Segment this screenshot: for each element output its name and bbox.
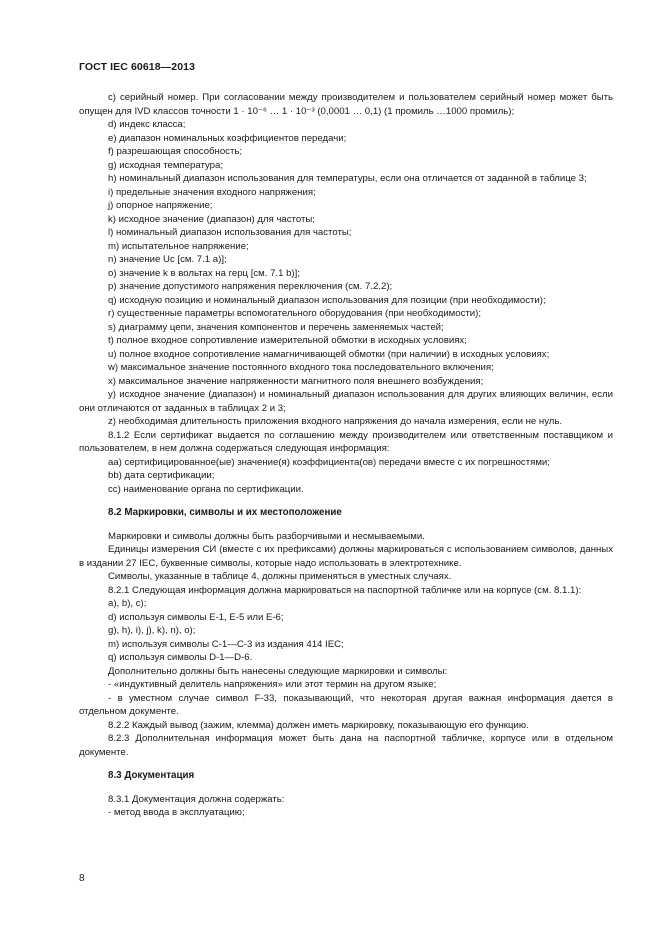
list-item: m) испытательное напряжение;: [108, 240, 249, 252]
list-item: d) используя символы E-1, E-5 или E-6;: [108, 611, 284, 623]
paragraph: 8.1.2 Если сертификат выдается по соглашению между производителем или ответственным поставщиком и пользователем, в нем должна содержаться следующая информация:: [79, 429, 613, 454]
paragraph: Символы, указанные в таблице 4, должны применяться в уместных случаях.: [108, 571, 452, 582]
list-item: a), b), c);: [108, 598, 147, 609]
list-item: - метод ввода в эксплуатацию;: [108, 807, 245, 818]
list-item: c) серийный номер. При согласовании между производителем и пользователем серийный номер может быть опущен для IVD классов точности 1 · 10⁻⁶ … 1 · 10⁻³ (0,0001 … 0,1) (1 промиль …1000 промиль);: [79, 92, 613, 117]
list-item: q) используя символы D-1—D-6.: [108, 652, 253, 663]
list-item: z) необходимая длительность приложения входного напряжения до начала измерения, если не нуль.: [108, 416, 563, 427]
paragraph: 8.2.3 Дополнительная информация может быть дана на паспортной табличке, корпусе или в отдельном документе.: [79, 733, 613, 758]
list-item: u) полное входное сопротивление намагничивающей обмотки (при наличии) в исходных условиях;: [108, 348, 550, 360]
section-heading: 8.3 Документация: [108, 770, 195, 781]
list-item: f) разрешающая способность;: [108, 146, 243, 157]
list-item: h) номинальный диапазон использования для температуры, если она отличается от заданной в таблице 3;: [108, 173, 587, 184]
list-item: g), h), i), j), k), n), o);: [108, 625, 196, 636]
paragraph: Единицы измерения СИ (вместе с их префиксами) должны маркироваться с использованием символов, данных в издании 27 IEC, буквенные символы, которые надо использовать в электротехнике.: [79, 544, 613, 569]
list-item: e) диапазон номинальных коэффициентов передачи;: [108, 132, 347, 144]
page-number: 8: [79, 873, 85, 884]
paragraph: 8.3.1 Документация должна содержать:: [108, 793, 285, 805]
list-item: g) исходная температура;: [108, 159, 223, 171]
list-item: l) номинальный диапазон использования для частоты;: [108, 227, 352, 238]
document-header: ГОСТ IEC 60618—2013: [79, 61, 196, 73]
paragraph: 8.2.2 Каждый вывод (зажим, клемма) должен иметь маркировку, показывающую его функцию.: [108, 719, 529, 731]
list-item: - «индуктивный делитель напряжения» или этот термин на другом языке;: [108, 679, 437, 690]
paragraph: 8.2.1 Следующая информация должна маркироваться на паспортной табличке или на корпусе (см. 8.1.1):: [108, 584, 582, 596]
list-item: bb) дата сертификации;: [108, 470, 215, 481]
list-item: q) исходную позицию и номинальный диапазон использования для позиции (при необходимости);: [108, 294, 546, 306]
list-item: - в уместном случае символ F-33, показывающий, что некоторая другая важная информация дается в отдельном документе.: [79, 692, 613, 717]
list-item: j) опорное напряжение;: [108, 200, 213, 211]
list-item: s) диаграмму цепи, значения компонентов и перечень заменяемых частей;: [108, 321, 444, 333]
list-section-8-1: [79, 91, 613, 496]
list-item: i) предельные значения входного напряжения;: [108, 186, 316, 198]
list-item: m) используя символы C-1—C-3 из издания 414 IEC;: [108, 638, 344, 650]
list-item: p) значение допустимого напряжения переключения (см. 7.2.2);: [108, 281, 393, 292]
paragraph: Дополнительно должны быть нанесены следующие маркировки и символы:: [108, 665, 448, 677]
list-item: k) исходное значение (диапазон) для частоты;: [108, 213, 315, 225]
list-item: n) значение Uc [см. 7.1 a)];: [108, 254, 227, 265]
list-section-8-2: [79, 530, 613, 760]
list-item: t) полное входное сопротивление измерительной обмотки в исходных условиях;: [108, 335, 467, 346]
document-body: [79, 91, 613, 820]
list-item: d) индекс класса;: [108, 119, 186, 130]
section-heading: 8.2 Маркировки, символы и их местоположение: [108, 507, 342, 518]
list-item: x) максимальное значение напряженности магнитного поля внешнего возбуждения;: [108, 375, 484, 387]
list-item: y) исходное значение (диапазон) и номинальный диапазон использования для других влияющих величин, если они отличаются от заданных в таблицах 2 и 3;: [79, 389, 613, 414]
list-item: cc) наименование органа по сертификации.: [108, 483, 304, 495]
list-section-8-3: [79, 793, 613, 820]
list-item: w) максимальное значение постоянного входного тока последовательного включения;: [108, 362, 494, 373]
list-item: aa) сертифицированное(ые) значение(я) коэффициента(ов) передачи вместе с их погрешностями;: [108, 456, 550, 468]
list-item: r) существенные параметры вспомогательного оборудования (при необходимости);: [108, 308, 482, 319]
paragraph: Маркировки и символы должны быть разборчивыми и несмываемыми.: [108, 530, 425, 542]
list-item: o) значение k в вольтах на герц [см. 7.1 b)];: [108, 267, 300, 279]
